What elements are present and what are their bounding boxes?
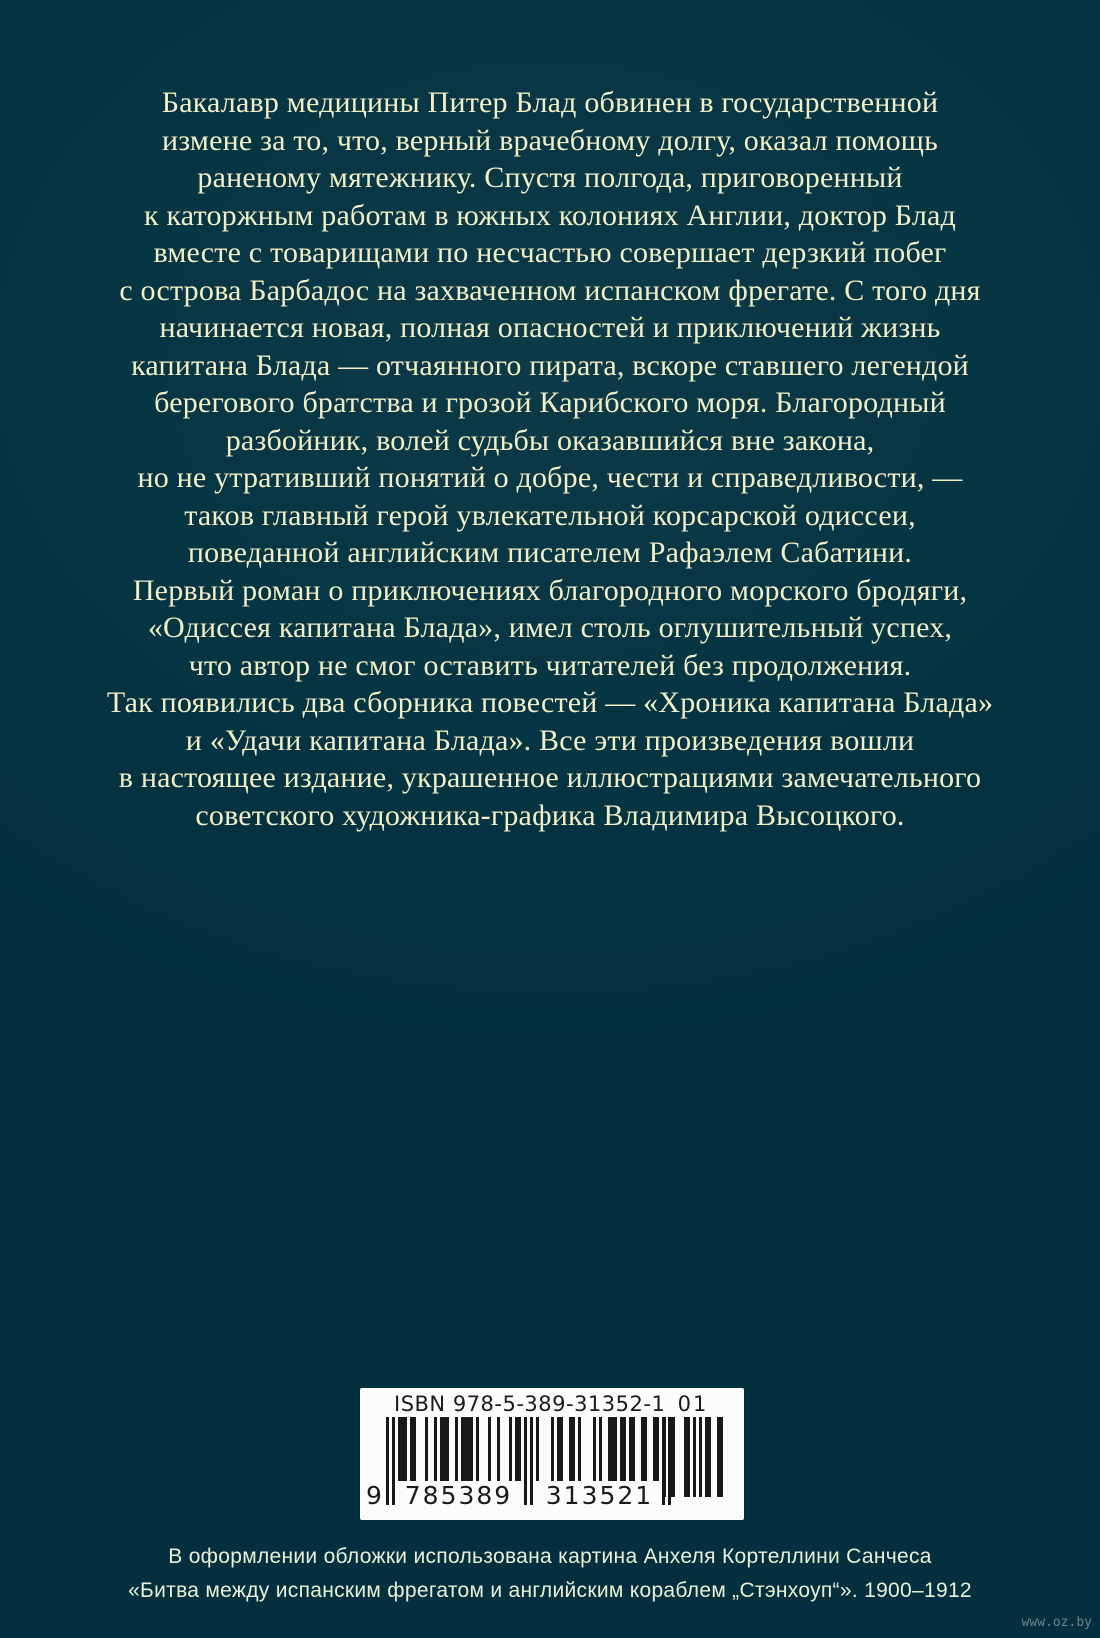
annotation-line: к каторжным работам в южных колониях Англии, доктор Блад (144, 198, 956, 232)
annotation-line: и «Удачи капитана Блада». Все эти произведения вошли (185, 723, 915, 757)
barcode-digit-group: 785389 (404, 1481, 513, 1510)
barcode-digit-group: 313521 (545, 1481, 654, 1510)
annotation-line: капитана Блада — отчаянного пирата, вскоре ставшего легендой (131, 348, 969, 382)
annotation-line: что автор не смог оставить читателей без продолжения. (188, 648, 912, 682)
isbn-label: ISBN 978-5-389-31352-1 (394, 1392, 666, 1416)
annotation-line: начинается новая, полная опасностей и приключений жизнь (159, 311, 941, 344)
annotation-line: «Одиссея капитана Блада», имел столь оглушительный успех, (147, 611, 953, 644)
watermark-text: www.oz.by (1021, 1615, 1092, 1630)
credit-line: «Битва между испанским фрегатом и английским кораблем „Стэнхоуп“». 1900–1912 (128, 1579, 972, 1602)
annotation-line: берегового братства и грозой Карибского моря. Благородный (154, 386, 946, 419)
ean2-addon-barcode (663, 1417, 723, 1497)
annotation-text (0, 84, 1100, 834)
credit-line: В оформлении обложки использована картина Анхеля Кортеллини Санчеса (168, 1545, 932, 1568)
annotation-line: с острова Барбадос на захваченном испанском фрегате. С того дня (119, 273, 981, 307)
annotation-line: в настоящее издание, украшенное иллюстрациями замечательного (118, 761, 982, 794)
barcode-digit-lead: 9 (366, 1481, 382, 1510)
annotation-line: Бакалавр медицины Питер Блад обвинен в государственной (161, 86, 939, 119)
annotation-line: разбойник, волей судьбы оказавшийся вне закона, (225, 423, 875, 457)
annotation-line: поведанной английским писателем Рафаэлем Сабатини. (187, 536, 913, 569)
annotation-line: но не утративший понятий о добре, чести и справедливости, — (137, 461, 963, 494)
barcode-panel (360, 1388, 744, 1520)
annotation-line: Первый роман о приключениях благородного морского бродяги, (132, 573, 968, 607)
annotation-line: измене за то, что, верный врачебному долгу, оказал помощь (162, 123, 938, 157)
barcode-bar (720, 1417, 723, 1497)
annotation-line: раненому мятежнику. Спустя полгода, приговоренный (197, 161, 903, 194)
annotation-line: Так появились два сборника повестей — «Хроника капитана Блада» (106, 686, 994, 719)
annotation-line: таков главный герой увлекательной корсарской одиссеи, (184, 498, 916, 532)
annotation-line: вместе с товарищами по несчастью совершает дерзкий побег (153, 236, 947, 269)
cover-credit (0, 1540, 1100, 1608)
barcode-addon-label: 01 (677, 1392, 709, 1416)
annotation-line: советского художника-графика Владимира Высоцкого. (195, 798, 905, 832)
